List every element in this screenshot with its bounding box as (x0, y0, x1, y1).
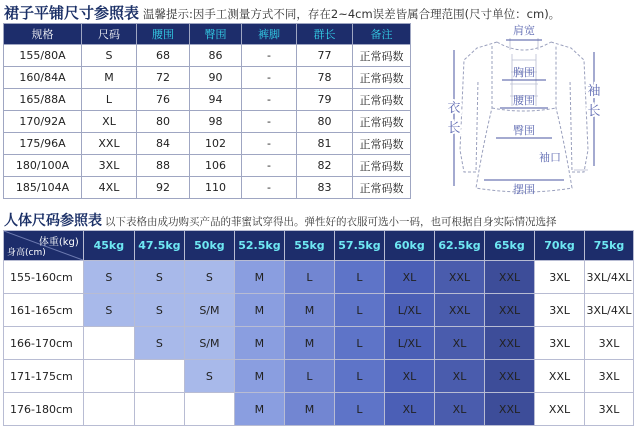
size-table-cell: 83 (297, 177, 353, 199)
recommended-size-cell: M (234, 261, 284, 294)
body-size-row (4, 393, 634, 426)
size-table-cell: 185/104A (4, 177, 82, 199)
recommended-size-cell: 3XL (585, 393, 634, 426)
size-table-cell: 98 (190, 111, 242, 133)
size-table-cell: - (242, 67, 297, 89)
recommended-size-cell: 3XL (535, 294, 585, 327)
recommended-size-cell: 3XL (585, 360, 634, 393)
size-table-header-cell: 尺码 (82, 24, 137, 45)
size-table-cell: 正常码数 (353, 67, 411, 89)
recommended-size-cell: XXL (434, 261, 484, 294)
size-table-cell: 86 (190, 45, 242, 67)
size-table-cell: 160/84A (4, 67, 82, 89)
recommended-size-cell: L (334, 261, 384, 294)
size-table-row (4, 89, 411, 111)
body-size-row (4, 327, 634, 360)
recommended-size-cell: 3XL (535, 261, 585, 294)
recommended-size-cell: S (83, 261, 134, 294)
size-table-cell: 72 (137, 67, 190, 89)
weight-header-cell: 60kg (384, 231, 434, 261)
size-table-row (4, 45, 411, 67)
height-cell: 171-175cm (4, 360, 84, 393)
section1-title: 裙子平铺尺寸参照表 (4, 4, 140, 22)
size-table-cell: 170/92A (4, 111, 82, 133)
section2-title: 人体尺码参照表 (4, 213, 102, 229)
recommended-size-cell: M (234, 393, 284, 426)
section2-note: 以下表格由成功购买产品的菲蜜试穿得出。弹性好的衣服可选小一码，也可根据自身实际情况选择 (105, 216, 557, 228)
size-table-header-cell: 群长 (297, 24, 353, 45)
recommended-size-cell: S/M (184, 294, 234, 327)
size-table-cell: 92 (137, 177, 190, 199)
size-table-cell: 79 (297, 89, 353, 111)
height-cell: 176-180cm (4, 393, 84, 426)
size-table-cell: S (82, 45, 137, 67)
size-table-cell: 76 (137, 89, 190, 111)
size-table-header-cell: 规格 (4, 24, 82, 45)
size-table-cell: 82 (297, 155, 353, 177)
size-table-cell: XL (82, 111, 137, 133)
size-table-header-cell: 备注 (353, 24, 411, 45)
size-table-cell: - (242, 111, 297, 133)
recommended-size-cell: XL (434, 393, 484, 426)
recommended-size-cell: XL (384, 360, 434, 393)
size-table-cell: 3XL (82, 155, 137, 177)
size-table-cell: 106 (190, 155, 242, 177)
recommended-size-cell: XXL (434, 294, 484, 327)
size-table-cell: 正常码数 (353, 45, 411, 67)
weight-header-cell: 50kg (184, 231, 234, 261)
size-table-cell: 165/88A (4, 89, 82, 111)
size-table-cell: - (242, 89, 297, 111)
hip-label: 臀围 (513, 124, 535, 137)
weight-header-cell: 70kg (535, 231, 585, 261)
size-table-cell: 80 (137, 111, 190, 133)
weight-header-cell: 52.5kg (234, 231, 284, 261)
recommended-size-cell: XXL (535, 360, 585, 393)
table-corner-cell (4, 231, 84, 261)
size-table-cell: 4XL (82, 177, 137, 199)
recommended-size-cell: XL (384, 261, 434, 294)
recommended-size-cell: S (184, 360, 234, 393)
recommended-size-cell: XL (434, 360, 484, 393)
size-table-cell: 正常码数 (353, 133, 411, 155)
recommended-size-cell: S/M (184, 327, 234, 360)
weight-header-row (4, 231, 634, 261)
size-table-row (4, 111, 411, 133)
recommended-size-cell: XXL (485, 393, 535, 426)
height-cell: 155-160cm (4, 261, 84, 294)
recommended-size-cell: L (284, 261, 334, 294)
length-label-2: 长 (447, 121, 461, 136)
size-table-cell: 正常码数 (353, 177, 411, 199)
recommended-size-cell (184, 393, 234, 426)
size-table-cell: 90 (190, 67, 242, 89)
size-table-cell: 正常码数 (353, 155, 411, 177)
size-table-cell: 102 (190, 133, 242, 155)
size-table-cell: 68 (137, 45, 190, 67)
recommended-size-cell: XXL (485, 360, 535, 393)
recommended-size-cell (134, 393, 184, 426)
skirt-size-table (3, 23, 411, 199)
size-table-cell: XXL (82, 133, 137, 155)
recommended-size-cell: 3XL (535, 327, 585, 360)
size-table-header-row (4, 24, 411, 45)
size-table-cell: 正常码数 (353, 89, 411, 111)
recommended-size-cell: XXL (535, 393, 585, 426)
body-size-row (4, 294, 634, 327)
recommended-size-cell: S (134, 261, 184, 294)
height-cell: 161-165cm (4, 294, 84, 327)
recommended-size-cell: XL (384, 393, 434, 426)
size-table-cell: 175/96A (4, 133, 82, 155)
recommended-size-cell: XL (434, 327, 484, 360)
section2-title-bar (4, 210, 557, 230)
size-table-row (4, 177, 411, 199)
weight-header-cell: 45kg (83, 231, 134, 261)
weight-header-cell: 62.5kg (434, 231, 484, 261)
size-table-header-cell: 腰围 (137, 24, 190, 45)
recommended-size-cell: L (334, 393, 384, 426)
size-table-cell: - (242, 155, 297, 177)
corner-height-label: 身高(cm) (7, 248, 46, 258)
size-table-header-cell: 裤脚 (242, 24, 297, 45)
size-table-cell: 84 (137, 133, 190, 155)
recommended-size-cell: M (234, 327, 284, 360)
size-table-cell: - (242, 45, 297, 67)
recommended-size-cell: L (334, 294, 384, 327)
weight-header-cell: 57.5kg (334, 231, 384, 261)
height-cell: 166-170cm (4, 327, 84, 360)
recommended-size-cell: S (83, 294, 134, 327)
recommended-size-cell: M (234, 360, 284, 393)
weight-header-cell: 47.5kg (134, 231, 184, 261)
body-size-row (4, 360, 634, 393)
recommended-size-cell: XXL (485, 327, 535, 360)
cuff-label: 袖口 (539, 151, 561, 164)
weight-header-cell: 55kg (284, 231, 334, 261)
recommended-size-cell: XXL (485, 294, 535, 327)
size-table-cell: 94 (190, 89, 242, 111)
recommended-size-cell (83, 360, 134, 393)
size-table-cell: 180/100A (4, 155, 82, 177)
recommended-size-cell (83, 327, 134, 360)
recommended-size-cell: 3XL (585, 327, 634, 360)
size-table-cell: - (242, 177, 297, 199)
recommended-size-cell: L/XL (384, 327, 434, 360)
sleeve-label-2: 长 (587, 104, 601, 119)
recommended-size-cell: XXL (485, 261, 535, 294)
recommended-size-cell: M (284, 327, 334, 360)
size-table-cell: 155/80A (4, 45, 82, 67)
size-table-cell: 77 (297, 45, 353, 67)
recommended-size-cell: S (134, 294, 184, 327)
size-table-cell: 81 (297, 133, 353, 155)
recommended-size-cell: 3XL/4XL (585, 261, 634, 294)
size-table-cell: L (82, 89, 137, 111)
recommended-size-cell: L (334, 360, 384, 393)
recommended-size-cell (134, 360, 184, 393)
recommended-size-cell: L/XL (384, 294, 434, 327)
size-table-cell: 78 (297, 67, 353, 89)
size-table-row (4, 133, 411, 155)
recommended-size-cell: L (284, 360, 334, 393)
weight-header-cell: 75kg (585, 231, 634, 261)
size-table-cell: 110 (190, 177, 242, 199)
size-table-cell: 80 (297, 111, 353, 133)
section1-note: 温馨提示:因手工测量方式不同，存在2~4cm误差皆属合理范围(尺寸单位：cm)。 (143, 7, 561, 21)
size-table-cell: 88 (137, 155, 190, 177)
recommended-size-cell: S (134, 327, 184, 360)
body-size-table (3, 230, 634, 426)
recommended-size-cell: M (234, 294, 284, 327)
recommended-size-cell: L (334, 327, 384, 360)
length-label-1: 衣 (447, 101, 461, 116)
size-table-row (4, 155, 411, 177)
recommended-size-cell (83, 393, 134, 426)
size-table-row (4, 67, 411, 89)
recommended-size-cell: S (184, 261, 234, 294)
recommended-size-cell: 3XL/4XL (585, 294, 634, 327)
size-table-header-cell: 臀围 (190, 24, 242, 45)
hem-label: 摆围 (513, 183, 535, 196)
recommended-size-cell: M (284, 294, 334, 327)
size-table-cell: 正常码数 (353, 111, 411, 133)
shoulder-label: 肩宽 (513, 24, 535, 37)
size-table-cell: - (242, 133, 297, 155)
recommended-size-cell: M (284, 393, 334, 426)
waist-label: 腰围 (513, 94, 535, 107)
sleeve-label-1: 袖 (587, 84, 601, 99)
corner-weight-label: 体重(kg) (38, 237, 79, 248)
body-size-row (4, 261, 634, 294)
size-table-cell: M (82, 67, 137, 89)
dress-measurement-diagram (414, 20, 636, 200)
weight-header-cell: 65kg (485, 231, 535, 261)
chest-label: 胸围 (513, 66, 535, 79)
